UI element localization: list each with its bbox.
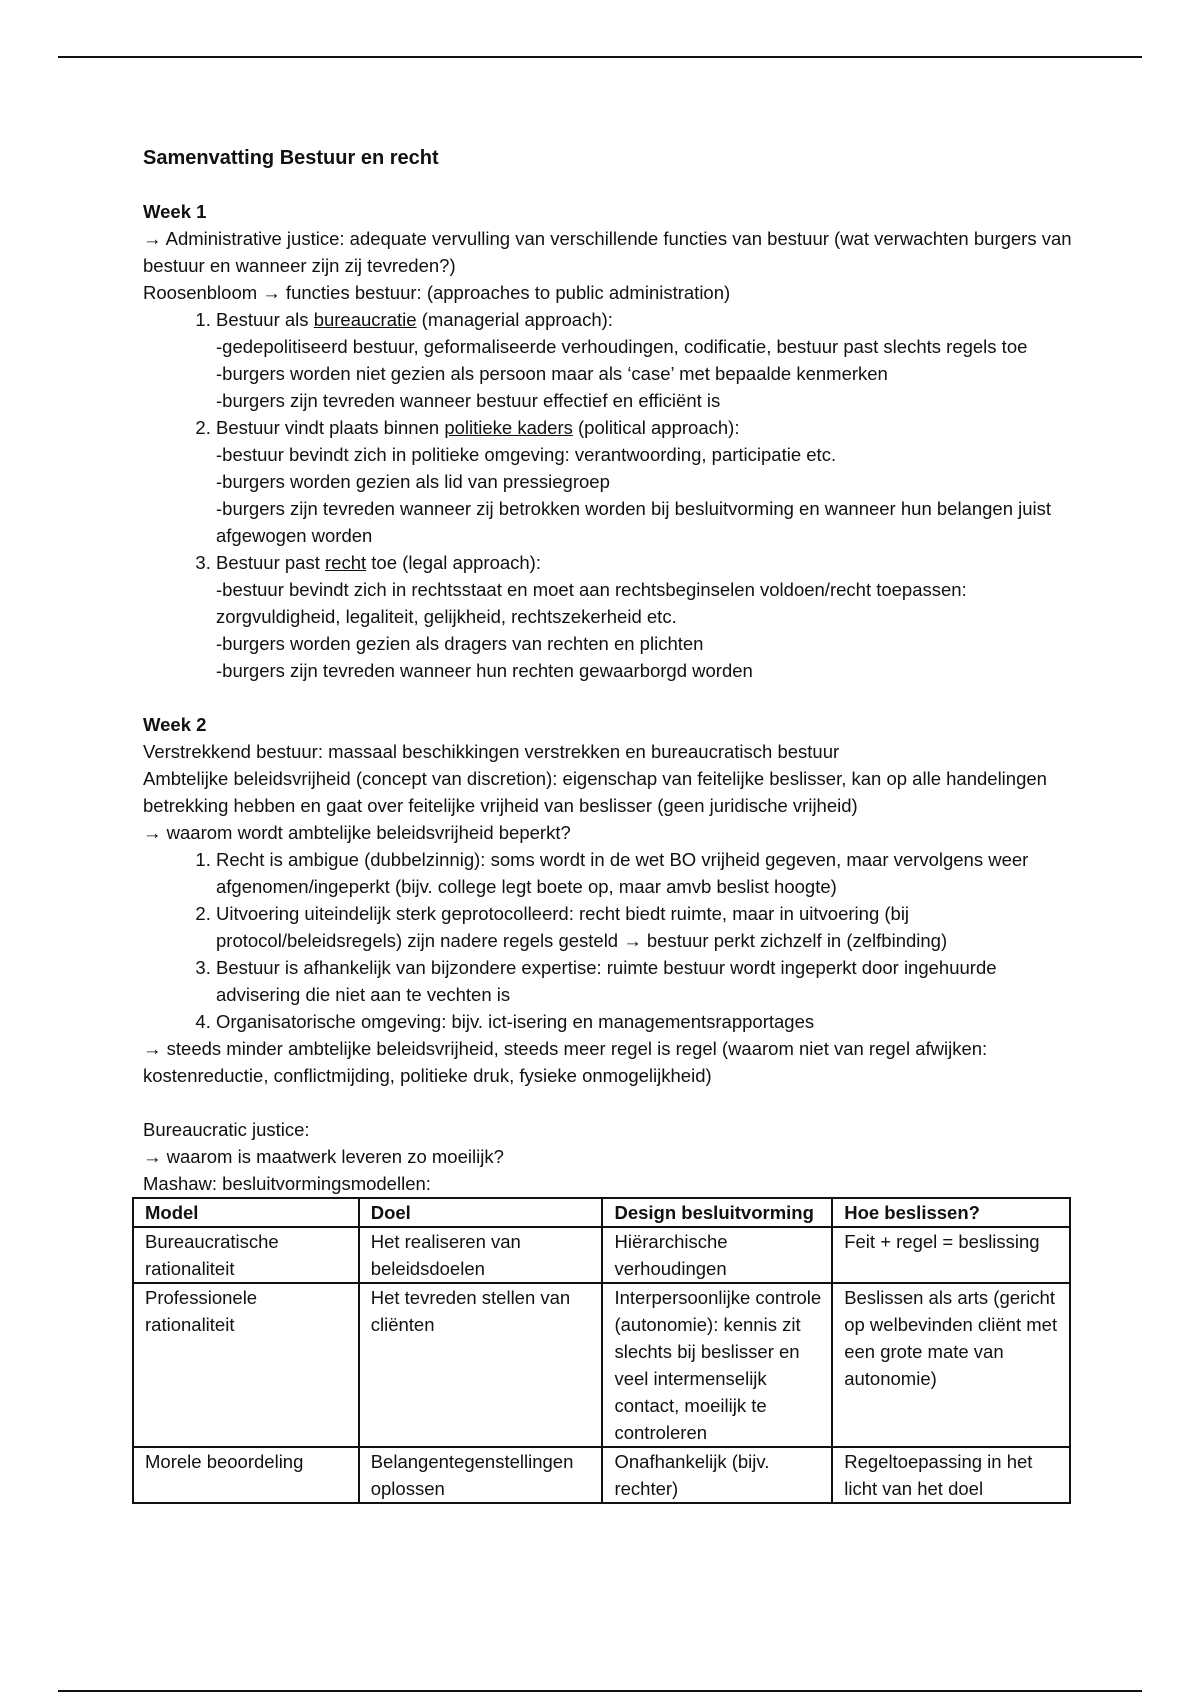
table-cell: Hiërarchische verhoudingen (602, 1227, 832, 1283)
document-page (143, 143, 1073, 1504)
list-item: 3. Bestuur is afhankelijk van bijzondere expertise: ruimte bestuur wordt ingeperkt door ingehuurde advisering die niet aan te vechten is (216, 954, 1073, 1008)
header-rule (58, 56, 1142, 58)
week1-section (143, 198, 1073, 684)
table-cell: Beslissen als arts (gericht op welbevinden cliënt met een grote mate van autonomie) (832, 1283, 1070, 1447)
table-row (133, 1283, 1070, 1447)
table-row (133, 1227, 1070, 1283)
table-header-cell: Doel (359, 1198, 603, 1227)
week2-paragraph: Ambtelijke beleidsvrijheid (concept van discretion): eigenschap van feitelijke beslisser, kan op alle handelingen betrekking hebben en gaat over feitelijke vrijheid van beslisser (geen juridische vrijheid) (143, 768, 1047, 816)
list-item: 2. Bestuur vindt plaats binnen politieke kaders (political approach): -bestuur bevindt zich in politieke omgeving: verantwoording, participatie etc. -burgers worden gezien als lid van pressiegroep -burgers zijn tevreden wanneer zij betrokken worden bij besluitvorming en wanneer hun belangen juist afgewogen worden (216, 414, 1073, 549)
list-item-line: -burgers worden gezien als lid van pressiegroep (216, 471, 610, 492)
week2-paragraph: Mashaw: besluitvormingsmodellen: (143, 1173, 431, 1194)
table-cell: Interpersoonlijke controle (autonomie): kennis zit slechts bij beslisser en veel intermenselijk contact, moeilijk te controleren (602, 1283, 832, 1447)
list-item-line: -burgers worden niet gezien als persoon maar als ‘case’ met bepaalde kenmerken (216, 363, 888, 384)
table-header-row (133, 1198, 1070, 1227)
list-item-line: -bestuur bevindt zich in rechtsstaat en moet aan rechtsbeginselen voldoen/recht toepassen: zorgvuldigheid, legaliteit, gelijkheid, rechtszekerheid etc. (216, 579, 967, 627)
week2-paragraph: Bureaucratic justice: (143, 1119, 310, 1140)
week2-section (143, 711, 1073, 1504)
week2-heading: Week 2 (143, 714, 207, 735)
table-cell: Het realiseren van beleidsdoelen (359, 1227, 603, 1283)
footer-rule (58, 1690, 1142, 1692)
list-item: 2. Uitvoering uiteindelijk sterk geprotocolleerd: recht biedt ruimte, maar in uitvoering (bij protocol/beleidsregels) zijn nadere regels gesteld → bestuur perkt zichzelf in (zelfbinding) (216, 900, 1073, 954)
week2-paragraph: → steeds minder ambtelijke beleidsvrijheid, steeds meer regel is regel (waarom niet van regel afwijken: kostenreductie, conflictmijding, politieke druk, fysieke onmogelijkheid) (143, 1038, 988, 1086)
table-cell: Belangentegenstellingen oplossen (359, 1447, 603, 1503)
table-cell: Feit + regel = beslissing (832, 1227, 1070, 1283)
week1-roosenbloom: Roosenbloom → functies bestuur: (approaches to public administration) (143, 282, 731, 303)
week2-paragraph: → waarom wordt ambtelijke beleidsvrijheid beperkt? (143, 822, 571, 843)
mashaw-models-table (132, 1197, 1071, 1504)
underlined-term: recht (325, 552, 367, 573)
table-cell: Bureaucratische rationaliteit (133, 1227, 359, 1283)
document-title: Samenvatting Bestuur en recht (143, 147, 439, 169)
table-header-cell: Hoe beslissen? (832, 1198, 1070, 1227)
list-item-line: -burgers zijn tevreden wanneer hun rechten gewaarborgd worden (216, 660, 753, 681)
week1-heading: Week 1 (143, 201, 207, 222)
week1-approaches-list (143, 306, 1073, 684)
table-cell: Onafhankelijk (bijv. rechter) (602, 1447, 832, 1503)
table-cell: Regeltoepassing in het licht van het doel (832, 1447, 1070, 1503)
table-cell: Morele beoordeling (133, 1447, 359, 1503)
week2-reasons-list (143, 846, 1073, 1035)
list-item-line: -burgers worden gezien als dragers van rechten en plichten (216, 633, 704, 654)
list-item: 4. Organisatorische omgeving: bijv. ict-isering en managementsrapportages (216, 1008, 1073, 1035)
list-item: 1. Bestuur als bureaucratie (managerial approach): -gedepolitiseerd bestuur, geformaliseerde verhoudingen, codificatie, bestuur past slechts regels toe -burgers worden niet gezien als persoon maar als ‘case’ met bepaalde kenmerken -burgers zijn tevreden wanneer bestuur effectief en efficiënt is (216, 306, 1073, 414)
week2-paragraph: → waarom is maatwerk leveren zo moeilijk? (143, 1146, 504, 1167)
underlined-term: bureaucratie (313, 309, 417, 330)
table-cell: Professionele rationaliteit (133, 1283, 359, 1447)
underlined-term: politieke kaders (444, 417, 573, 438)
week2-paragraph: Verstrekkend bestuur: massaal beschikkingen verstrekken en bureaucratisch bestuur (143, 741, 840, 762)
list-item-line: -gedepolitiseerd bestuur, geformaliseerde verhoudingen, codificatie, bestuur past slechts regels toe (216, 336, 1028, 357)
list-item: 1. Recht is ambigue (dubbelzinnig): soms wordt in de wet BO vrijheid gegeven, maar vervolgens weer afgenomen/ingeperkt (bijv. college legt boete op, maar amvb beslist hoogte) (216, 846, 1073, 900)
table-header-cell: Model (133, 1198, 359, 1227)
table-cell: Het tevreden stellen van cliënten (359, 1283, 603, 1447)
table-header-cell: Design besluitvorming (602, 1198, 832, 1227)
list-item-line: -burgers zijn tevreden wanneer zij betrokken worden bij besluitvorming en wanneer hun belangen juist afgewogen worden (216, 498, 1052, 546)
list-item-line: -bestuur bevindt zich in politieke omgeving: verantwoording, participatie etc. (216, 444, 837, 465)
table-row (133, 1447, 1070, 1503)
week1-intro: → Administrative justice: adequate vervulling van verschillende functies van bestuur (wat verwachten burgers van bestuur en wanneer zijn zij tevreden?) (143, 228, 1072, 276)
list-item: 3. Bestuur past recht toe (legal approach): -bestuur bevindt zich in rechtsstaat en moet aan rechtsbeginselen voldoen/recht toepassen: zorgvuldigheid, legaliteit, gelijkheid, rechtszekerheid etc. -burgers worden gezien als dragers van rechten en plichten -burgers zijn tevreden wanneer hun rechten gewaarborgd worden (216, 549, 1073, 684)
list-item-line: -burgers zijn tevreden wanneer bestuur effectief en efficiënt is (216, 390, 721, 411)
